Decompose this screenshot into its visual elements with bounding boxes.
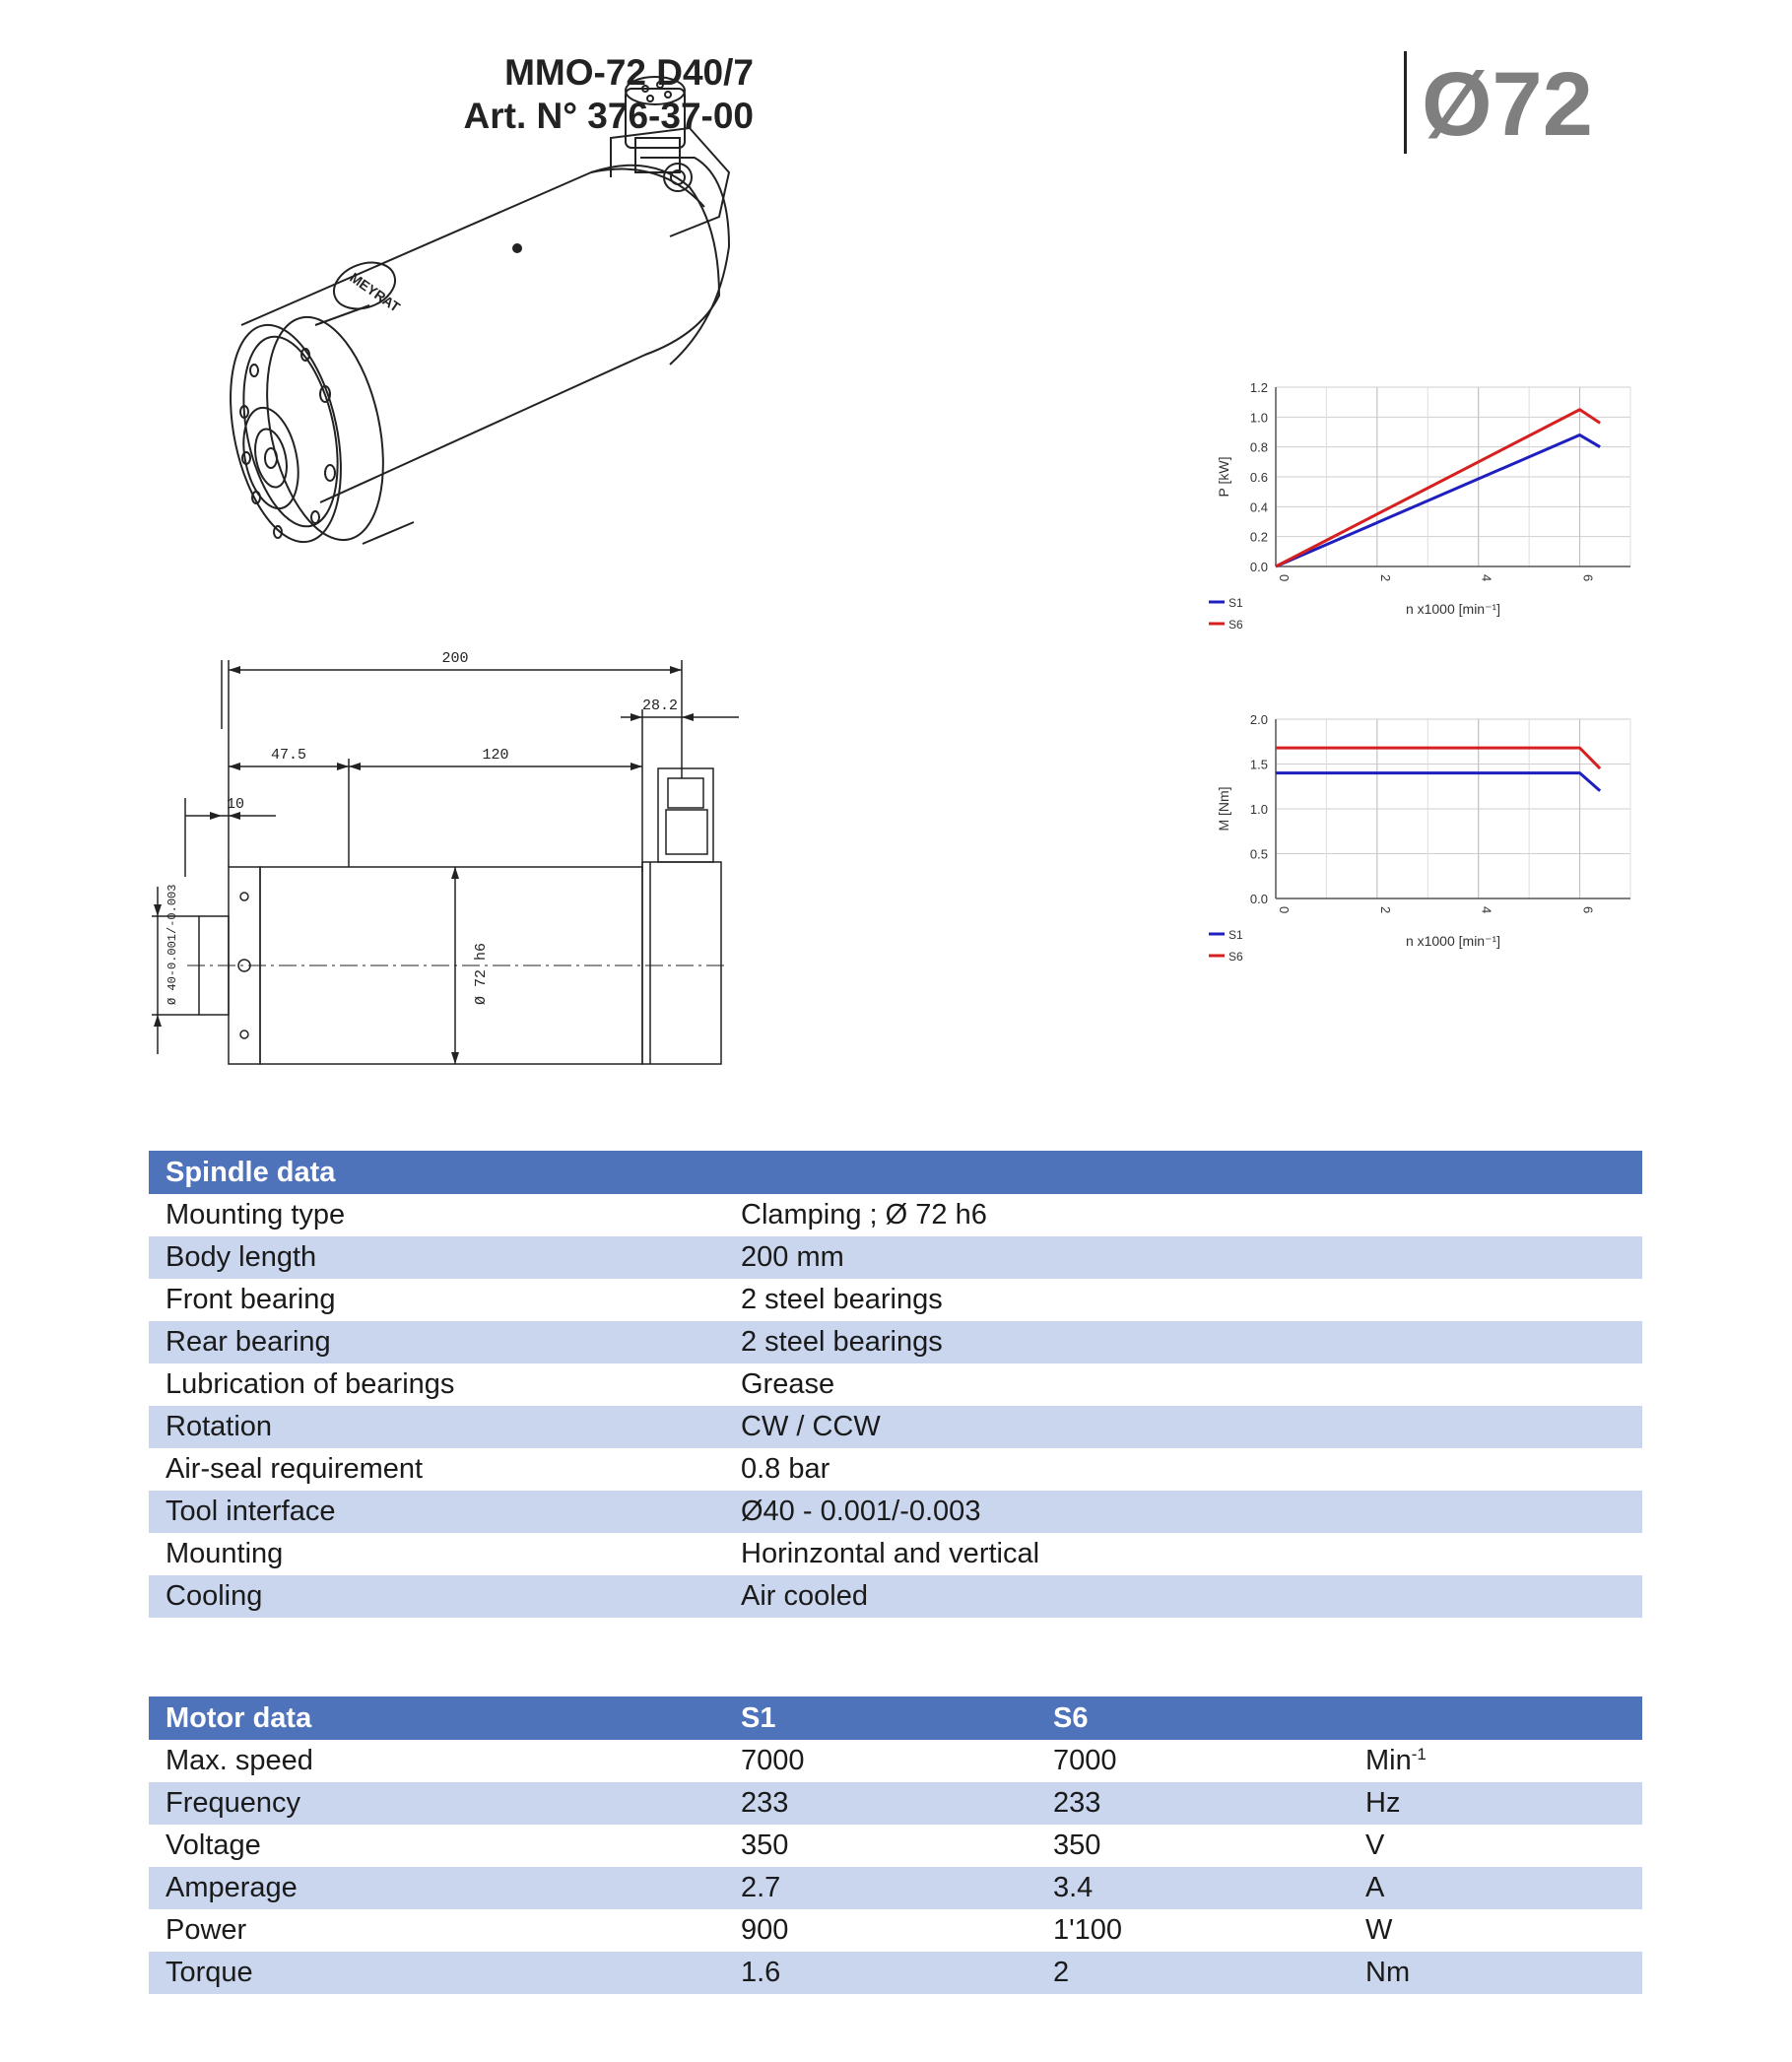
motor-s6-value: 7000 — [1036, 1740, 1349, 1782]
spindle-data-table — [149, 1151, 1642, 1618]
motor-s1-value: 233 — [724, 1782, 1036, 1825]
motor-s1-value: 900 — [724, 1909, 1036, 1952]
motor-col-s6: S6 — [1036, 1696, 1349, 1740]
y-tick-label: 2.0 — [1249, 712, 1268, 727]
spec-value: 0.8 bar — [724, 1448, 1642, 1491]
dimension-drawing — [138, 640, 828, 1074]
y-tick-label: 1.0 — [1249, 410, 1268, 426]
spec-value: Air cooled — [724, 1575, 1642, 1618]
motor-param: Power — [149, 1909, 724, 1952]
diameter-label: Ø72 — [1422, 54, 1593, 155]
motor-data-table — [149, 1696, 1642, 1994]
x-axis-label: n x1000 [min⁻¹] — [1405, 933, 1501, 949]
spec-label: Air-seal requirement — [149, 1448, 724, 1491]
spec-value: Clamping ; Ø 72 h6 — [724, 1194, 1642, 1236]
motor-unit — [1349, 1825, 1642, 1867]
legend-label: S1 — [1228, 596, 1243, 610]
motor-s6-value: 350 — [1036, 1825, 1349, 1867]
table-row — [149, 1406, 1642, 1448]
power-chart — [1207, 369, 1640, 635]
spindle-table-title: Spindle data — [149, 1151, 1642, 1194]
spec-label: Rear bearing — [149, 1321, 724, 1364]
table-row — [149, 1867, 1642, 1909]
motor-param: Frequency — [149, 1782, 724, 1825]
dim-mid-section: 120 — [482, 747, 509, 764]
table-row — [149, 1825, 1642, 1867]
y-tick-label: 0.8 — [1249, 439, 1268, 455]
motor-s1-value: 7000 — [724, 1740, 1036, 1782]
legend-label: S6 — [1228, 618, 1243, 632]
spec-value: Horinzontal and vertical — [724, 1533, 1642, 1575]
article-number: Art. N° 376-37-00 — [463, 96, 754, 136]
motor-s6-value: 233 — [1036, 1782, 1349, 1825]
brand-logo-text: MEYRAT — [347, 269, 404, 315]
x-tick-label: 4 — [1479, 574, 1494, 582]
spec-value: 2 steel bearings — [724, 1279, 1642, 1321]
spec-label: Tool interface — [149, 1491, 724, 1533]
x-tick-label: 2 — [1377, 906, 1393, 914]
spec-label: Mounting — [149, 1533, 724, 1575]
spec-label: Body length — [149, 1236, 724, 1279]
table-row — [149, 1533, 1642, 1575]
y-tick-label: 1.2 — [1249, 380, 1268, 395]
motor-unit — [1349, 1782, 1642, 1825]
motor-unit — [1349, 1909, 1642, 1952]
spec-value: Ø40 - 0.001/-0.003 — [724, 1491, 1642, 1533]
x-tick-label: 2 — [1377, 574, 1393, 582]
x-tick-label: 6 — [1580, 906, 1596, 914]
legend-label: S1 — [1228, 928, 1243, 942]
y-axis-label: P [kW] — [1216, 456, 1231, 498]
motor-s6-value: 2 — [1036, 1952, 1349, 1994]
spec-value: Grease — [724, 1364, 1642, 1406]
unit-exponent: -1 — [1411, 1745, 1427, 1763]
legend-label: S6 — [1228, 950, 1243, 964]
y-tick-label: 1.0 — [1249, 802, 1268, 817]
table-row — [149, 1364, 1642, 1406]
motor-col-s1: S1 — [724, 1696, 1036, 1740]
model-name: MMO-72 D40/7 — [504, 52, 754, 93]
unit-text: A — [1365, 1872, 1385, 1903]
torque-chart — [1207, 701, 1640, 967]
motor-s1-value: 350 — [724, 1825, 1036, 1867]
series-line-s1 — [1276, 773, 1600, 791]
y-tick-label: 0.5 — [1249, 846, 1268, 862]
motor-unit — [1349, 1867, 1642, 1909]
motor-col-unit — [1349, 1696, 1642, 1740]
dim-front-section: 47.5 — [270, 747, 307, 764]
unit-text: Min — [1365, 1745, 1412, 1776]
dim-tool-diameter: Ø 40-0.001/-0.003 — [166, 884, 179, 1005]
unit-text: W — [1365, 1914, 1393, 1946]
table-row — [149, 1321, 1642, 1364]
motor-unit — [1349, 1740, 1642, 1782]
dim-body-diameter: Ø 72 h6 — [473, 942, 490, 1005]
unit-text: Hz — [1365, 1787, 1401, 1819]
header-divider — [1404, 51, 1407, 154]
table-row — [149, 1575, 1642, 1618]
spec-value: CW / CCW — [724, 1406, 1642, 1448]
spindle-isometric-drawing — [138, 39, 828, 571]
spec-label: Mounting type — [149, 1194, 724, 1236]
unit-text: V — [1365, 1829, 1385, 1861]
table-row — [149, 1782, 1642, 1825]
motor-unit — [1349, 1952, 1642, 1994]
x-tick-label: 0 — [1277, 906, 1292, 914]
dim-connector-offset: 28.2 — [641, 698, 679, 714]
motor-param: Amperage — [149, 1867, 724, 1909]
spec-label: Front bearing — [149, 1279, 724, 1321]
y-axis-label: M [Nm] — [1216, 786, 1231, 831]
unit-text: Nm — [1365, 1957, 1411, 1988]
table-row — [149, 1909, 1642, 1952]
x-axis-label: n x1000 [min⁻¹] — [1405, 601, 1501, 617]
motor-param: Max. speed — [149, 1740, 724, 1782]
spec-value: 2 steel bearings — [724, 1321, 1642, 1364]
motor-param: Torque — [149, 1952, 724, 1994]
motor-s6-value: 3.4 — [1036, 1867, 1349, 1909]
table-row — [149, 1236, 1642, 1279]
y-tick-label: 0.2 — [1249, 529, 1268, 545]
table-row — [149, 1740, 1642, 1782]
y-tick-label: 0.0 — [1249, 560, 1268, 574]
motor-s1-value: 1.6 — [724, 1952, 1036, 1994]
spec-label: Lubrication of bearings — [149, 1364, 724, 1406]
spec-label: Rotation — [149, 1406, 724, 1448]
x-tick-label: 0 — [1277, 574, 1292, 582]
series-line-s6 — [1276, 410, 1600, 566]
motor-table-title: Motor data — [149, 1696, 724, 1740]
series-line-s6 — [1276, 748, 1600, 768]
table-row — [149, 1448, 1642, 1491]
x-tick-label: 6 — [1580, 574, 1596, 582]
dim-overall-length: 200 — [441, 650, 469, 667]
motor-s6-value: 1'100 — [1036, 1909, 1349, 1952]
dim-nose-length: 10 — [226, 796, 245, 813]
table-row — [149, 1194, 1642, 1236]
motor-param: Voltage — [149, 1825, 724, 1867]
series-line-s1 — [1276, 435, 1600, 566]
spec-value: 200 mm — [724, 1236, 1642, 1279]
table-row — [149, 1279, 1642, 1321]
motor-s1-value: 2.7 — [724, 1867, 1036, 1909]
table-row — [149, 1491, 1642, 1533]
y-tick-label: 0.0 — [1249, 892, 1268, 906]
y-tick-label: 1.5 — [1249, 757, 1268, 772]
x-tick-label: 4 — [1479, 906, 1494, 914]
y-tick-label: 0.6 — [1249, 470, 1268, 485]
spec-label: Cooling — [149, 1575, 724, 1618]
y-tick-label: 0.4 — [1249, 499, 1268, 515]
table-row — [149, 1952, 1642, 1994]
